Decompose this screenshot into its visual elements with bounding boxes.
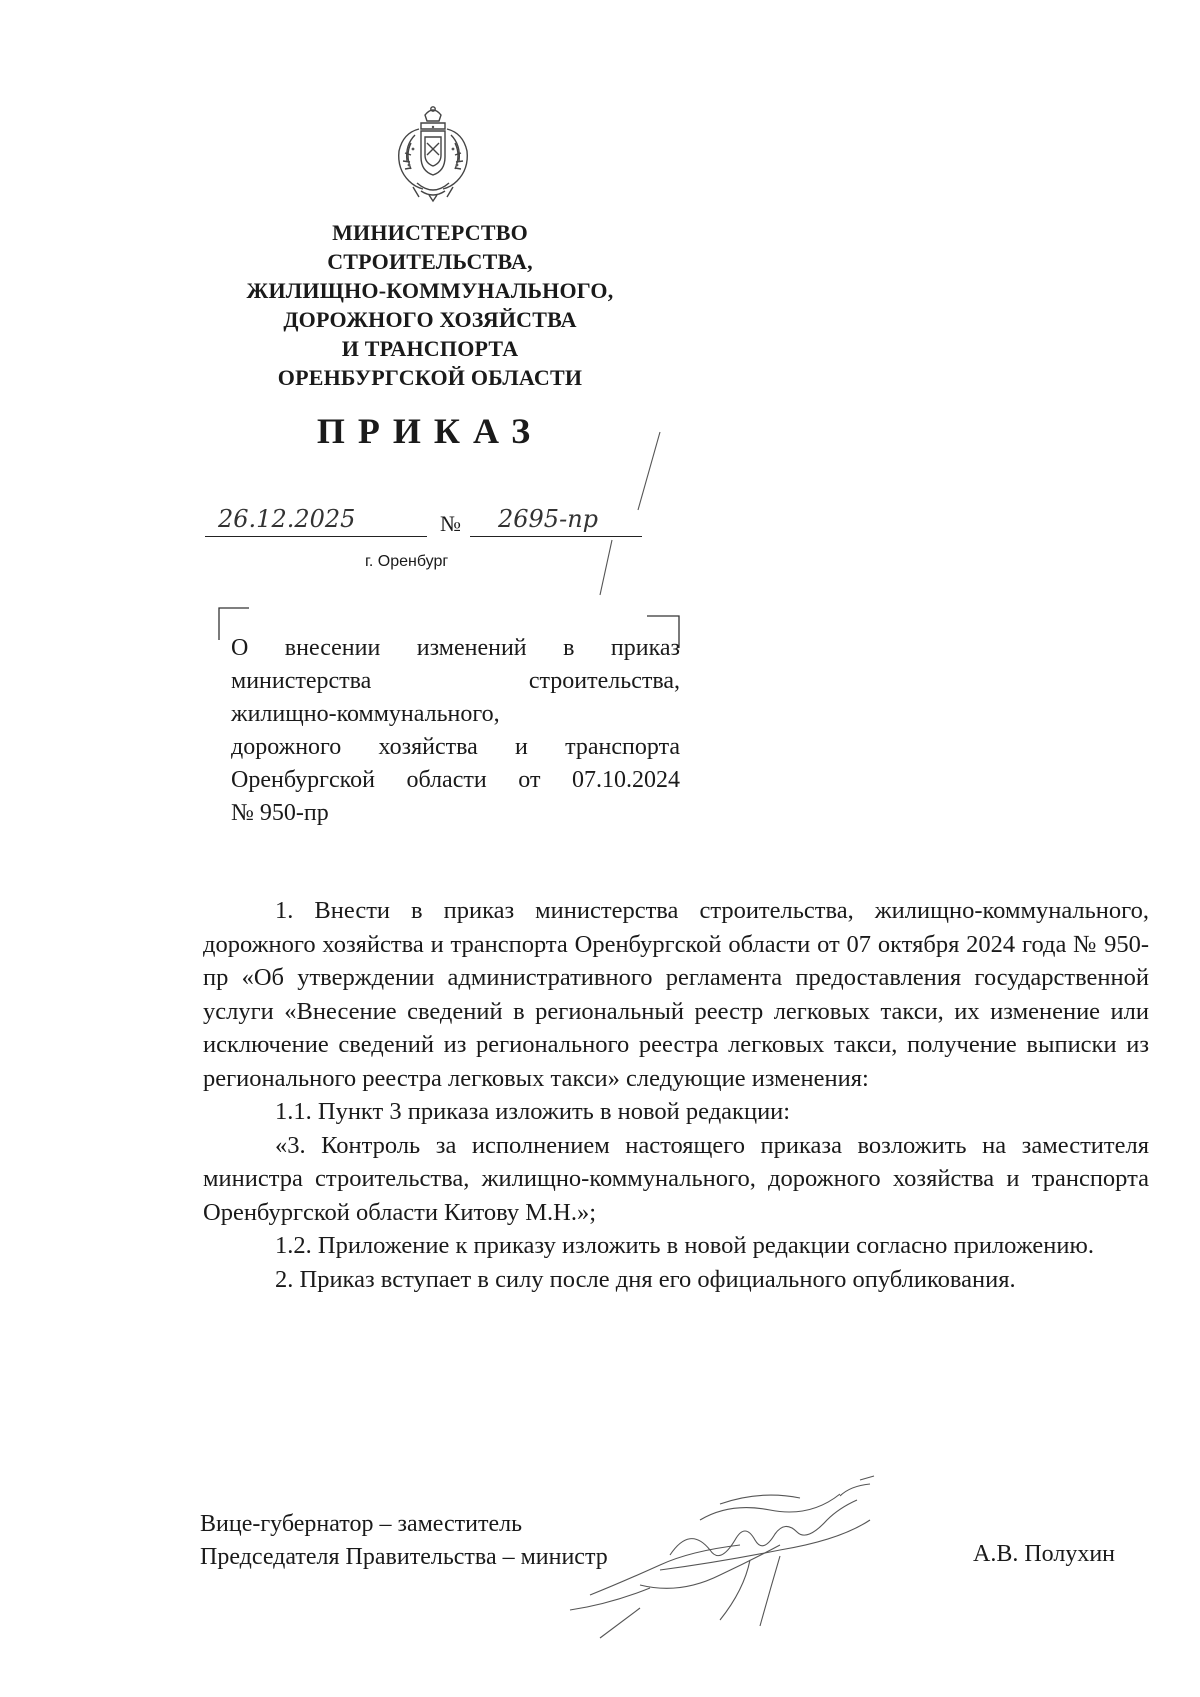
date-underline [205, 536, 427, 537]
header-line: ОРЕНБУРГСКОЙ ОБЛАСТИ [277, 365, 583, 390]
number-label: № [440, 511, 461, 536]
ministry-header [190, 218, 670, 392]
header-line: СТРОИТЕЛЬСТВА, [327, 249, 533, 274]
order-subject [231, 632, 680, 830]
coat-of-arms-icon [391, 103, 475, 203]
body-paragraph: «3. Контроль за исполнением настоящего приказа возложить на заместителя министра строительства, жилищно-коммунального, дорожного хозяйства и транспорта Оренбургской области Китову М.Н.»; [203, 1131, 1149, 1226]
city: г. Оренбург [365, 553, 449, 570]
signatory-title-line: Вице-губернатор – заместитель [200, 1511, 523, 1537]
subject-line: Оренбургской области от 07.10.2024 [231, 767, 680, 793]
handwritten-signature [540, 1460, 940, 1640]
document-type-title: ПРИКАЗ [316, 411, 544, 451]
body-paragraph: 1.1. Пункт 3 приказа изложить в новой редакции: [275, 1098, 791, 1125]
subject-line: министерства строительства, [231, 668, 680, 694]
signatory-name: А.В. Полухин [973, 1541, 1116, 1567]
header-line: МИНИСТЕРСТВО [332, 220, 528, 245]
header-line: ДОРОЖНОГО ХОЗЯЙСТВА [283, 307, 577, 332]
body-paragraph: 1.2. Приложение к приказу изложить в новой редакции согласно приложению. [275, 1232, 1094, 1259]
subject-line: дорожного хозяйства и транспорта [231, 734, 680, 760]
subject-line: жилищно-коммунального, [231, 701, 500, 727]
subject-line: № 950-пр [231, 800, 329, 826]
number-underline [470, 536, 642, 537]
body-paragraph: 2. Приказ вступает в силу после дня его официального опубликования. [275, 1265, 1016, 1293]
order-date: 26.12.2025 [218, 505, 356, 533]
header-line: ЖИЛИЩНО-КОММУНАЛЬНОГО, [246, 278, 614, 303]
header-line: И ТРАНСПОРТА [341, 336, 519, 361]
body-paragraph: 1. Внести в приказ министерства строительства, жилищно-коммунального, дорожного хозяйства и транспорта Оренбургской области от 07 октября 2024 года № 950-пр «Об утверждении административного регламента предоставления государственной услуги «Внесение сведений в региональный реестр легковых такси, их изменение или исключение сведений из регионального реестра легковых такси, получение выписки из регионального реестра легковых такси» следующие изменения: [203, 897, 1149, 1092]
order-number: 2695-пр [498, 505, 599, 533]
subject-line: О внесении изменений в приказ [231, 635, 680, 661]
signatory-title-line: Председателя Правительства – министр [200, 1544, 608, 1570]
order-body [203, 894, 1149, 1296]
